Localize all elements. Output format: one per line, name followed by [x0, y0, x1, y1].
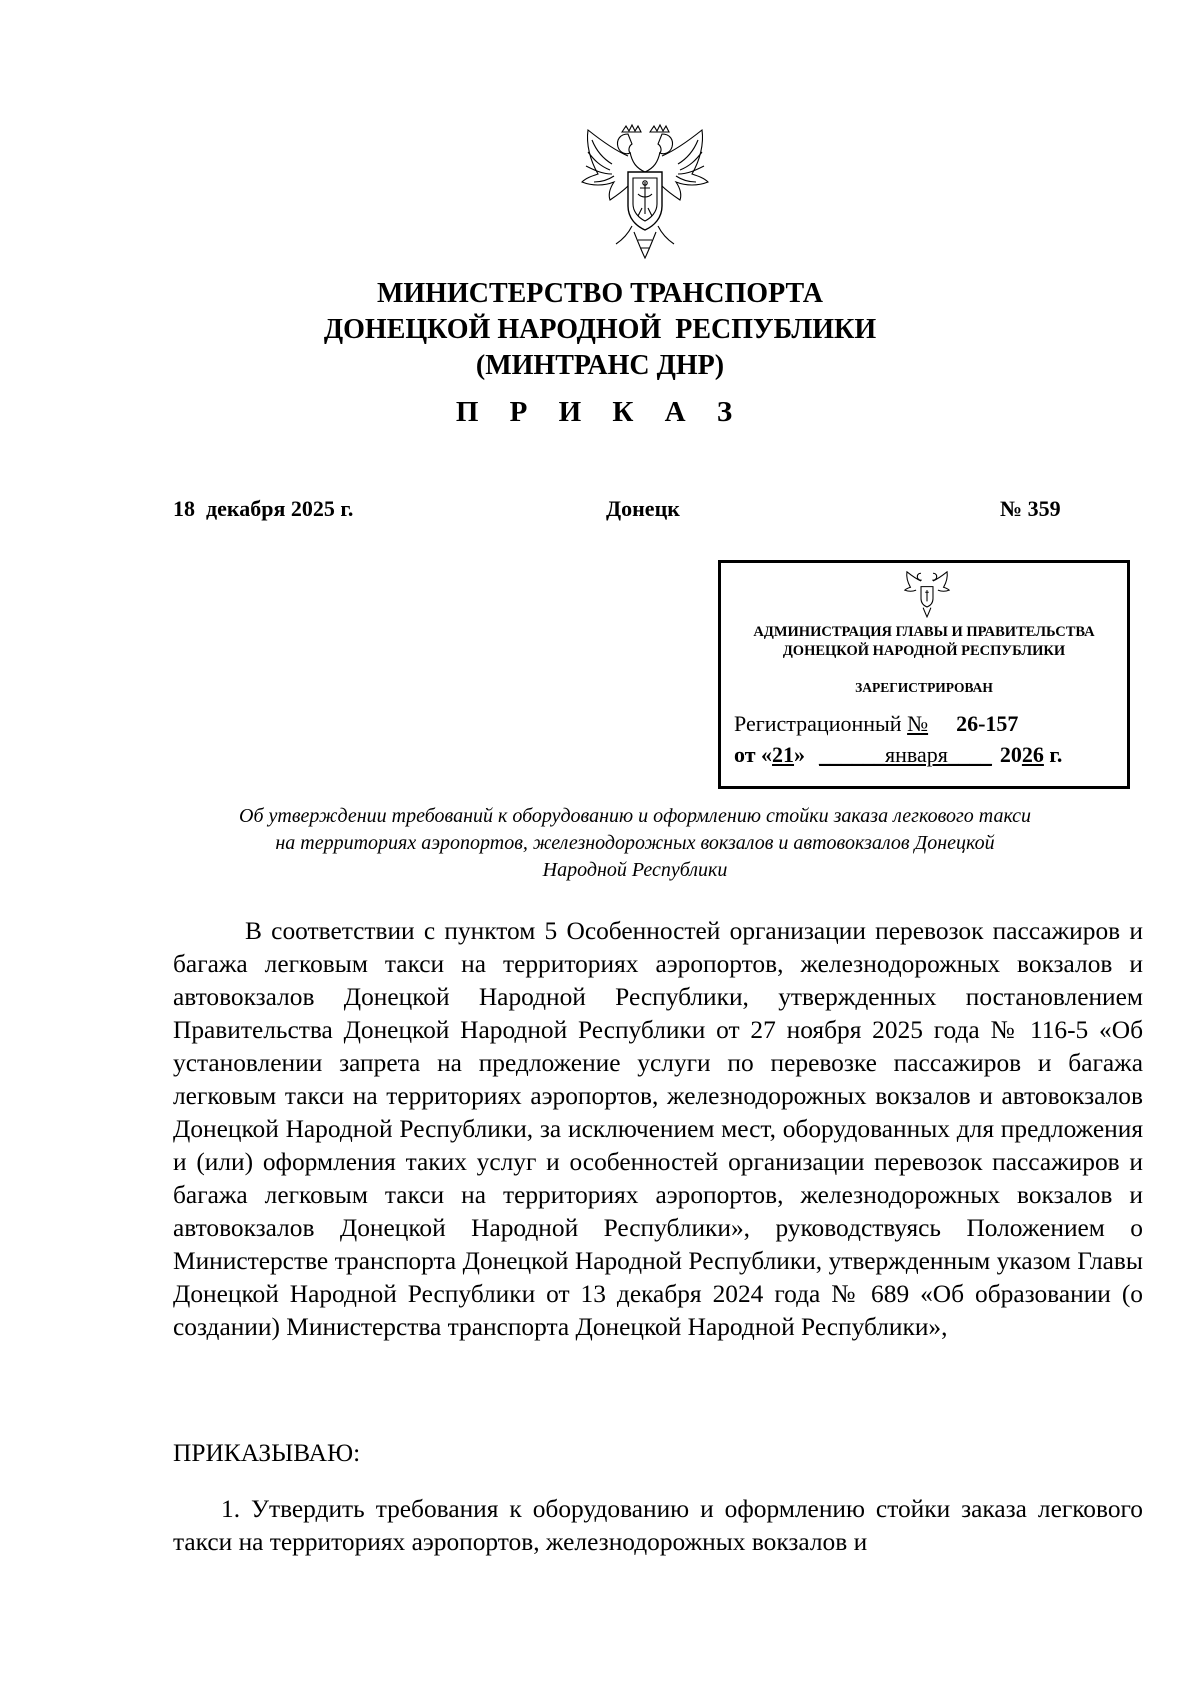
ministry-name-line1: МИНИСТЕРСТВО ТРАНСПОРТА: [376, 278, 824, 309]
stamp-date-from: от «: [734, 742, 773, 767]
order-subject: [165, 803, 1105, 884]
stamp-org-line1: АДМИНИСТРАЦИЯ ГЛАВЫ И ПРАВИТЕЛЬСТВА: [753, 624, 1095, 640]
ministry-header: [200, 276, 1000, 384]
order-item-1: 1. Утвердить требования к оборудованию и оформлению стойки заказа легкового такси на территориях аэропортов, железнодорожных вокзалов и: [173, 1495, 1143, 1556]
ministry-name-line2: ДОНЕЦКОЙ НАРОДНОЙ РЕСПУБЛИКИ: [323, 314, 877, 345]
subject-line3: Народной Республики: [542, 859, 728, 881]
stamp-emblem-icon: [899, 569, 955, 619]
stamp-organization: [721, 623, 1127, 661]
ministry-abbreviation: (МИНТРАНС ДНР): [475, 350, 725, 381]
subject-line1: Об утверждении требований к оборудованию и оформлению стойки заказа легкового такси: [239, 805, 1031, 827]
preamble-paragraph: В соответствии с пунктом 5 Особенностей организации перевозок пассажиров и багажа легковым такси на территориях аэропортов, железнодорожных вокзалов и автовокзалов Донецкой Народной Республики, утвержденных постановлением Правительства Донецкой Народной Республики от 27 ноября 2025 года № 116-5 «Об установлении запрета на предложение услуги по перевозке пассажиров и багажа легковым такси на территориях аэропортов, железнодорожных вокзалов и автовокзалов Донецкой Народной Республики, за исключением мест, оборудованных для предложения и (или) оформления таких услуг и особенностей организации перевозок пассажиров и багажа легковым такси на территориях аэропортов, железнодорожных вокзалов и автовокзалов Донецкой Народной Республики», руководствуясь Положением о Министерстве транспорта Донецкой Народной Республики, утвержденным указом Главы Донецкой Народной Республики от 13 декабря 2024 года № 689 «Об образовании (о создании) Министерства транспорта Донецкой Народной Республики»,: [173, 917, 1143, 1341]
stamp-reg-label: Регистрационный: [734, 711, 908, 736]
orders-label: ПРИКАЗЫВАЮ:: [173, 1439, 361, 1467]
stamp-date-year-underlined: 26: [1021, 742, 1044, 767]
stamp-org-line2: ДОНЕЦКОЙ НАРОДНОЙ РЕСПУБЛИКИ: [782, 643, 1066, 659]
order-date: 18 декабря 2025 г.: [173, 496, 354, 521]
stamp-status: ЗАРЕГИСТРИРОВАН: [855, 680, 993, 695]
stamp-date-month: ______января____: [819, 742, 992, 767]
stamp-date-close: »: [794, 742, 806, 767]
stamp-date-year-prefix: 20: [999, 742, 1022, 767]
stamp-reg-no-sign: №: [907, 711, 929, 736]
registration-stamp: [718, 560, 1130, 789]
stamp-reg-number-value: 26-157: [956, 711, 1019, 736]
stamp-date-year-suffix: г.: [1043, 742, 1063, 767]
stamp-date-year: [1000, 742, 1063, 767]
subject-line2: на территориях аэропортов, железнодорожных вокзалов и автовокзалов Донецкой: [275, 832, 995, 854]
stamp-date-day: 21: [772, 742, 795, 767]
order-city: Донецк: [606, 496, 680, 521]
stamp-registration-date: [734, 742, 1062, 768]
order-number: № 359: [1000, 496, 1061, 521]
document-type-title: П Р И К А З: [455, 396, 745, 428]
stamp-registration-number: [734, 711, 1018, 737]
coat-of-arms-icon: [570, 122, 720, 264]
